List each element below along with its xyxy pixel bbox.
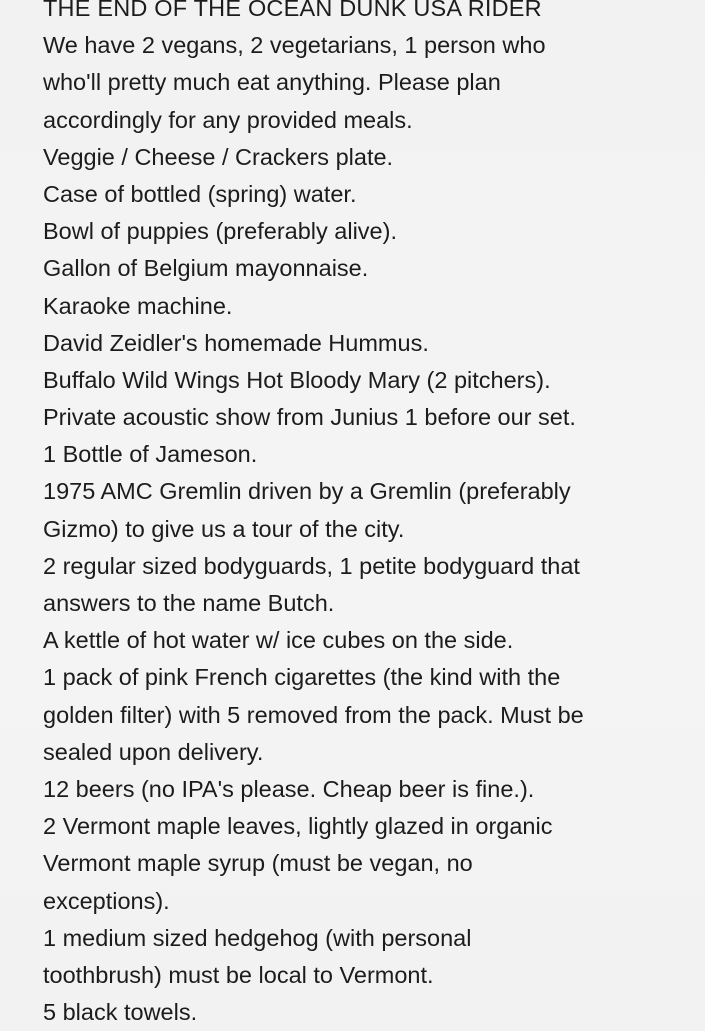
note-line: Vermont maple syrup (must be vegan, no	[43, 850, 473, 877]
note-line: Karaoke machine.	[43, 292, 233, 319]
note-line: A kettle of hot water w/ ice cubes on the side.	[43, 627, 514, 654]
note-line: Bowl of puppies (preferably alive).	[43, 218, 397, 245]
note-line: 5 black towels.	[43, 999, 198, 1026]
note-line: We have 2 vegans, 2 vegetarians, 1 person who	[43, 32, 546, 59]
note-line: David Zeidler's homemade Hummus.	[43, 329, 429, 356]
note-line: 1 medium sized hedgehog (with personal	[43, 924, 472, 951]
note-line: toothbrush) must be local to Vermont.	[43, 961, 434, 988]
note-line: Case of bottled (spring) water.	[43, 180, 357, 207]
note-line: accordingly for any provided meals.	[43, 106, 413, 133]
note-line: golden filter) with 5 removed from the pack. Must be	[43, 701, 584, 728]
note-line: Gallon of Belgium mayonnaise.	[43, 255, 369, 282]
note-body	[43, 0, 683, 1031]
note-line: answers to the name Butch.	[43, 590, 335, 616]
note-line: sealed upon delivery.	[43, 738, 264, 765]
note-line: Veggie / Cheese / Crackers plate.	[43, 143, 394, 170]
note-line: 2 regular sized bodyguards, 1 petite bodyguard that	[43, 552, 580, 579]
note-line: 1 Bottle of Jameson.	[43, 441, 258, 468]
note-line: exceptions).	[43, 887, 170, 914]
note-line: who'll pretty much eat anything. Please plan	[43, 69, 501, 96]
note-line: 12 beers (no IPA's please. Cheap beer is fine.).	[43, 775, 535, 802]
note-line: Buffalo Wild Wings Hot Bloody Mary (2 pitchers).	[43, 366, 551, 393]
note-line: 1975 AMC Gremlin driven by a Gremlin (preferably	[43, 478, 571, 505]
note-line: 1 pack of pink French cigarettes (the kind with the	[43, 664, 561, 691]
note-line: Gizmo) to give us a tour of the city.	[43, 515, 405, 542]
note-title: THE END OF THE OCEAN DUNK USA RIDER	[43, 0, 542, 21]
note-line: Private acoustic show from Junius 1 before our set.	[43, 404, 576, 431]
note-line: 2 Vermont maple leaves, lightly glazed in organic	[43, 813, 553, 840]
